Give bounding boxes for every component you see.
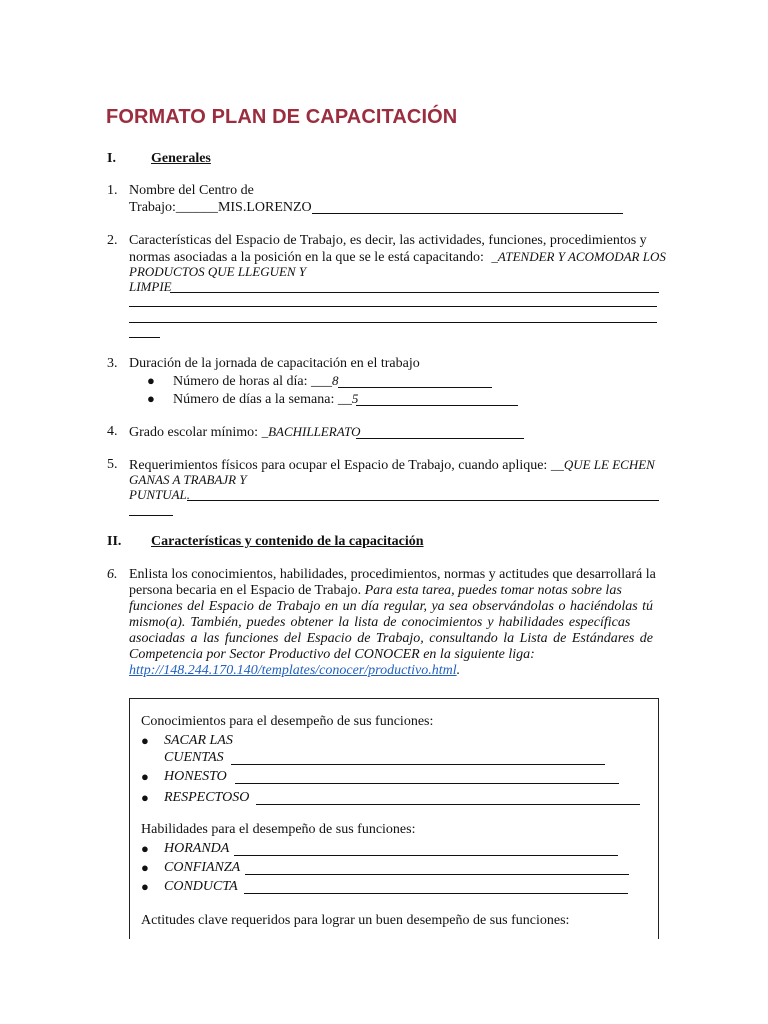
q4-line xyxy=(129,424,361,441)
q1-answer: MIS.LORENZO xyxy=(217,200,312,215)
bullet-icon: ● xyxy=(141,733,149,748)
q6-line5: asociadas a las funciones del Espacio de Trabajo, consultando la Lista de Estándares de xyxy=(129,631,654,646)
q1-number: 1. xyxy=(107,183,118,198)
q5-answer-part2: GANAS A TRABAJR Y xyxy=(129,472,247,487)
q2-number: 2. xyxy=(107,233,118,248)
q4-label: Grado escolar mínimo: xyxy=(129,425,259,440)
q1-prefix: Trabajo:______ xyxy=(129,200,218,215)
q2-underline-4 xyxy=(129,337,160,338)
bullet-icon: ● xyxy=(141,841,149,856)
q6-number: 6. xyxy=(107,567,118,582)
q3-bullet-2 xyxy=(173,391,358,408)
q2-line1: Características del Espacio de Trabajo, es decir, las actividades, funciones, procedimientos y xyxy=(129,233,647,248)
skills-item-2: CONFIANZA xyxy=(164,860,241,875)
q3-hours-underline xyxy=(338,387,492,388)
q3-days-answer: 5 xyxy=(351,391,359,406)
skills-item-3-underline xyxy=(244,893,628,894)
skills-item-1-underline xyxy=(234,855,618,856)
q2-answer-part1: _ATENDER Y ACOMODAR LOS xyxy=(491,249,666,264)
bullet-icon: ● xyxy=(141,879,149,894)
q5-underline-1 xyxy=(187,500,659,501)
page-title: FORMATO PLAN DE CAPACITACIÓN xyxy=(106,106,458,128)
q4-underline xyxy=(356,438,524,439)
q6-line2-italic: Para esta tarea, puedes tomar notas sobre las xyxy=(364,583,622,598)
bullet-icon: ● xyxy=(147,373,155,388)
section-2-numeral: II. xyxy=(107,534,122,549)
q3-hours-answer: 8 xyxy=(332,373,339,388)
knowledge-item-2: CUENTAS xyxy=(164,750,224,765)
section-1-numeral: I. xyxy=(107,151,116,166)
q6-line3: funciones del Espacio de Trabajo en un día regular, ya sea observándolas o haciéndolas tú xyxy=(129,599,654,614)
skills-item-1: HORANDA xyxy=(164,841,230,856)
q2-underline-1 xyxy=(170,292,659,293)
skills-item-3: CONDUCTA xyxy=(164,879,238,894)
knowledge-item-3: HONESTO xyxy=(164,769,227,784)
bullet-icon: ● xyxy=(141,790,149,805)
q6-line1: Enlista los conocimientos, habilidades, procedimientos, normas y actitudes que desarrollará la xyxy=(129,567,656,582)
q5-line1-text: Requerimientos físicos para ocupar el Espacio de Trabajo, cuando aplique: xyxy=(129,458,548,473)
q5-answer-part3: PUNTUAL. xyxy=(129,487,191,502)
q5-number: 5. xyxy=(107,457,118,472)
q5-underline-2 xyxy=(129,515,173,516)
q3-text: Duración de la jornada de capacitación en el trabajo xyxy=(129,356,420,371)
section-2-heading: Características y contenido de la capacitación xyxy=(151,534,424,549)
q3-hours-label: Número de horas al día: xyxy=(173,374,308,389)
q4-answer: _BACHILLERATO xyxy=(261,424,361,439)
q1-line2 xyxy=(129,200,312,216)
q3-days-underline xyxy=(356,405,518,406)
q1-line1: Nombre del Centro de xyxy=(129,183,254,198)
skills-label: Habilidades para el desempeño de sus funciones: xyxy=(141,822,416,837)
q3-days-prefix: __ xyxy=(337,392,352,407)
q6-line7 xyxy=(129,663,460,679)
q6-line4: mismo(a). También, puedes obtener la lista de conocimientos y habilidades específicas xyxy=(129,615,631,630)
knowledge-item-4: RESPECTOSO xyxy=(164,790,250,805)
q2-underline-2 xyxy=(129,306,657,307)
bullet-icon: ● xyxy=(141,860,149,875)
knowledge-item-1: SACAR LAS xyxy=(164,733,233,748)
q6-line6: Competencia por Sector Productivo del CONOCER en la siguiente liga: xyxy=(129,647,535,662)
q3-number: 3. xyxy=(107,356,118,371)
knowledge-label: Conocimientos para el desempeño de sus funciones: xyxy=(141,714,434,729)
bullet-icon: ● xyxy=(147,391,155,406)
section-1-heading: Generales xyxy=(151,151,211,166)
q3-days-label: Número de días a la semana: xyxy=(173,392,335,407)
q3-bullet-1 xyxy=(173,373,339,390)
knowledge-item-2-underline xyxy=(231,764,605,765)
q2-answer-part3: LIMPIE xyxy=(129,279,172,294)
q2-underline-3 xyxy=(129,322,657,323)
knowledge-item-3-underline xyxy=(235,783,619,784)
conocer-link[interactable]: http://148.244.170.140/templates/conocer/productivo.html xyxy=(129,663,457,678)
q4-number: 4. xyxy=(107,424,118,439)
q6-line2-normal: persona becaria en el Espacio de Trabajo. xyxy=(129,583,362,598)
attitudes-label: Actitudes clave requeridos para lograr un buen desempeño de sus funciones: xyxy=(141,913,570,928)
skills-item-2-underline xyxy=(245,874,629,875)
bullet-icon: ● xyxy=(141,769,149,784)
q2-line2-text: normas asociadas a la posición en la que se le está capacitando: xyxy=(129,250,484,265)
q3-hours-prefix: ___ xyxy=(311,374,333,389)
q2-answer-part2: PRODUCTOS QUE LLEGUEN Y xyxy=(129,264,307,279)
knowledge-item-4-underline xyxy=(256,804,640,805)
q5-answer-part1: __QUE LE ECHEN xyxy=(550,457,655,472)
q1-underline xyxy=(312,213,623,214)
q6-link-suffix: . xyxy=(456,663,461,678)
q6-line2 xyxy=(129,583,622,599)
